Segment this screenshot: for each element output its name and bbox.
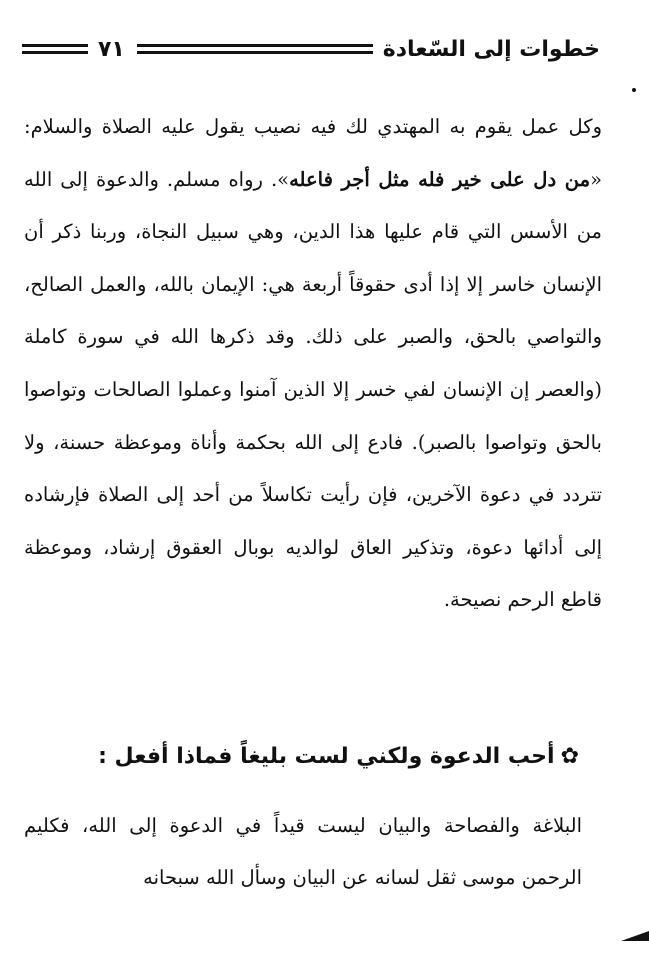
scan-corner-mark — [621, 931, 649, 941]
second-paragraph-text: البلاغة والفصاحة والبيان ليست قيداً في الدعوة إلى الله، فكليم الرحمن موسى ثقل لسانه عن البيان وسأل الله سبحانه — [24, 814, 582, 889]
section-heading — [24, 731, 579, 783]
running-title: خطوات إلى السّعادة — [382, 36, 600, 62]
second-paragraph — [24, 800, 582, 904]
scan-dot-mark — [632, 88, 636, 92]
ornament-flower-icon: ✿ — [560, 744, 579, 769]
page-number: ٧١ — [98, 36, 125, 62]
body-paragraph — [24, 101, 602, 627]
section-heading-text: أحب الدعوة ولكني لست بليغاً فماذا أفعل : — [98, 744, 555, 769]
header-rule-long — [137, 44, 373, 54]
header-rule-short — [22, 44, 88, 54]
paragraph-body: ». رواه مسلم. والدعوة إلى الله من الأسس التي قام عليها هذا الدين، وهي سبيل النجاة، وربنا ذكر أن الإنسان خاسر إلا إذا أدى حقوقاً أربعة هي: الإيمان بالله، والعمل الصالح، والتواصي بالحق، والصبر على ذلك. وقد ذكرها الله في سورة كاملة (والعصر إن الإنسان لفي خسر إلا الذين آمنوا وعملوا الصالحات وتواصوا بالحق وتواصوا بالصبر). فادع إلى الله بحكمة وأناة وموعظة حسنة، ولا تتردد في دعوة الآخرين، فإن رأيت تكاسلاً من أحد إلى الصلاة فإرشاده إلى أدائها دعوة، وتذكير العاق لوالديه بوبال العقوق إرشاد، وموعظة قاطع الرحم نصيحة. — [24, 167, 602, 612]
paragraph-intro: وكل عمل يقوم به المهتدي لك فيه نصيب يقول عليه الصلاة والسلام: « — [24, 115, 602, 191]
page-header — [22, 32, 600, 66]
hadith-quote: من دل على خير فله مثل أجر فاعله — [289, 167, 591, 191]
